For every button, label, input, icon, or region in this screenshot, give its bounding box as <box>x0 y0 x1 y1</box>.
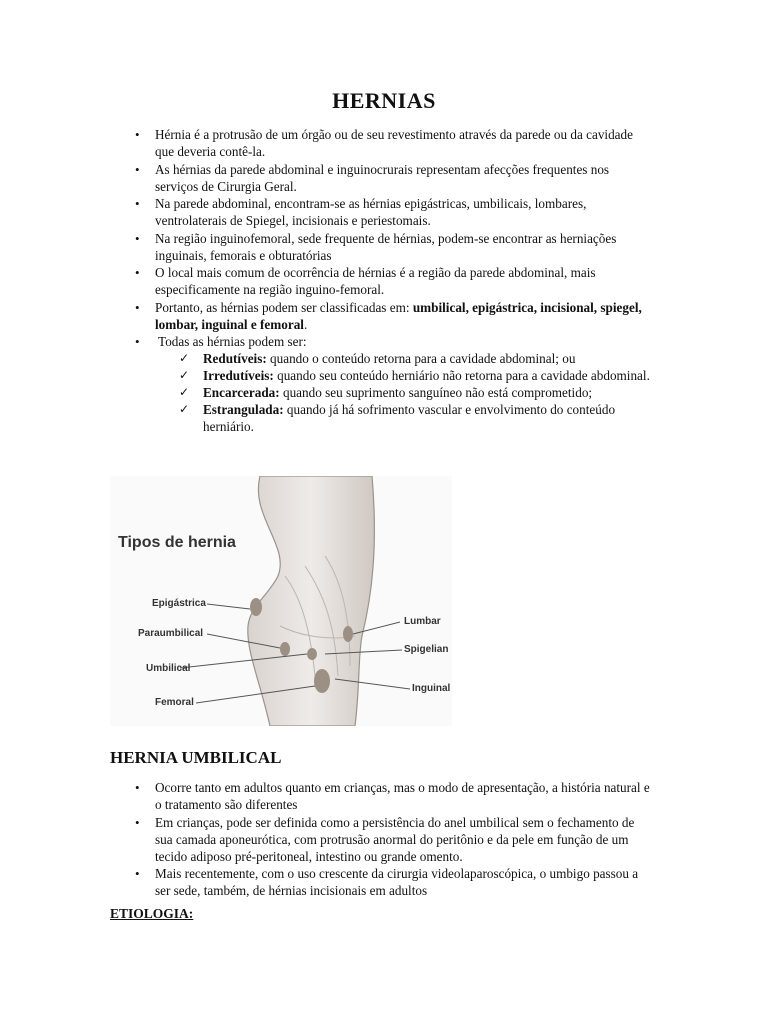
type-term: Redutíveis: <box>203 351 267 366</box>
label-paraumbilical: Paraumbilical <box>138 628 204 639</box>
list-item-types <box>155 333 655 435</box>
types-intro: Todas as hérnias podem ser: <box>155 334 307 349</box>
type-term: Estrangulada: <box>203 402 284 417</box>
check-item <box>203 401 655 435</box>
label-epigastrica: Epigástrica <box>152 598 206 609</box>
type-desc: quando já há sofrimento vascular e envolvimento do conteúdo herniário. <box>203 402 616 434</box>
label-lumbar: Lumbar <box>404 616 441 627</box>
list-item: • Na região inguinofemoral, sede frequente de hérnias, podem-se encontrar as herniações inguinais, femorais e obturatórias <box>155 230 655 264</box>
classification-suffix: . <box>303 316 308 332</box>
list-item: • Na parede abdominal, encontram-se as hérnias epigástricas, umbilicais, lombares, ventrolaterais de Spiegel, incisionais e periestomais. <box>155 195 655 229</box>
type-desc: quando seu conteúdo herniário não retorna para a cavidade abdominal. <box>273 368 650 383</box>
paraumbilical-bulge <box>280 642 290 656</box>
list-item-classification <box>155 299 655 333</box>
umbilical-bulge <box>307 648 317 660</box>
label-femoral: Femoral <box>155 697 194 708</box>
classification-prefix: Portanto, as hérnias podem ser classificadas em: <box>155 299 413 315</box>
torso-shape <box>248 476 375 726</box>
list-item: • Ocorre tanto em adultos quanto em crianças, mas o modo de apresentação, a história natural e o tratamento são diferentes <box>155 779 655 813</box>
list-item: • Mais recentemente, com o uso crescente da cirurgia videolaparoscópica, o umbigo passou a ser sede, também, de hérnias incisionais em adultos <box>155 865 655 899</box>
label-inguinal: Inguinal <box>412 683 451 694</box>
umbilical-bullet-list <box>155 779 655 900</box>
label-umbilical: Umbilical <box>146 663 191 674</box>
figure-title: Tipos de hernia <box>118 534 236 551</box>
check-item <box>203 367 655 384</box>
page-title: HERNIAS <box>332 88 436 113</box>
list-item: • As hérnias da parede abdominal e inguinocrurais representam afecções frequentes nos serviços de Cirurgia Geral. <box>155 161 655 195</box>
check-item <box>203 384 655 401</box>
type-desc: quando o conteúdo retorna para a cavidade abdominal; ou <box>266 351 576 366</box>
label-spigelian: Spigelian <box>404 644 449 655</box>
type-term: Encarcerada: <box>203 385 280 400</box>
lumbar-bulge <box>343 626 353 642</box>
classification-types: umbilical, epigástrica, incisional, spiegel, lombar, inguinal e femoral <box>155 299 642 332</box>
type-term: Irredutíveis: <box>203 368 274 383</box>
types-checklist <box>155 350 655 435</box>
section-heading-etiologia: ETIOLOGIA: <box>110 906 194 921</box>
type-desc: quando seu suprimento sanguíneo não está comprometido; <box>279 385 593 400</box>
epigastric-bulge <box>250 598 262 616</box>
check-item <box>203 350 655 367</box>
hernia-types-figure <box>110 476 452 726</box>
femoral-bulge <box>314 669 330 693</box>
list-item: • Hérnia é a protrusão de um órgão ou de seu revestimento através da parede ou da cavidade que deveria contê-la. <box>155 126 655 160</box>
section-heading-umbilical: HERNIA UMBILICAL <box>110 748 282 767</box>
intro-bullet-list <box>155 126 655 436</box>
list-item: • Em crianças, pode ser definida como a persistência do anel umbilical sem o fechamento de sua camada aponeurótica, com protrusão anormal do peritônio e da pele em função de um tecido adiposo pré-peritoneal, intestino ou grande omento. <box>155 814 655 865</box>
list-item: • O local mais comum de ocorrência de hérnias é a região da parede abdominal, mais especificamente na região inguino-femoral. <box>155 264 655 298</box>
leader-epigastric <box>207 604 250 609</box>
